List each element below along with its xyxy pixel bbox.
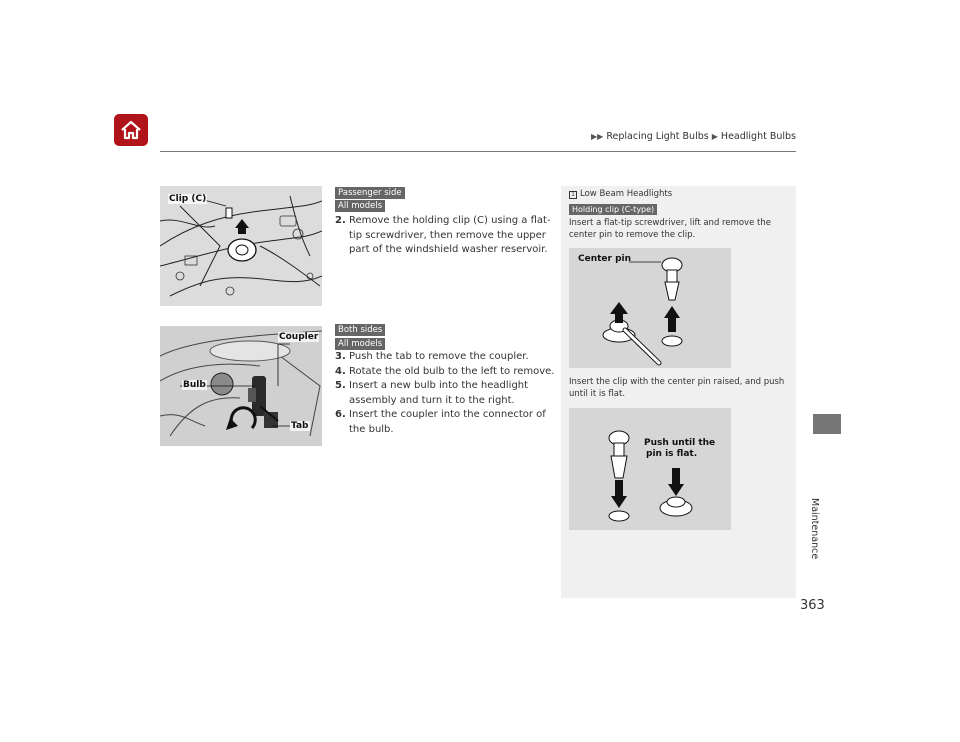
breadcrumb [591, 131, 796, 142]
page-number: 363 [800, 598, 825, 613]
chapter-tab-marker[interactable] [813, 414, 841, 434]
clip-c-label: Clip (C) [169, 194, 207, 204]
chapter-tab-label: Maintenance [809, 498, 820, 560]
breadcrumb-section[interactable]: Replacing Light Bulbs [606, 131, 709, 142]
breadcrumb-arrow-icon: ▶▶ [591, 132, 604, 141]
passenger-side-tag: Passenger side [335, 187, 405, 199]
push-pin-illustration [569, 408, 731, 530]
all-models-tag: All models [335, 200, 385, 212]
both-sides-tag: Both sides [335, 324, 385, 336]
bulb-label: Bulb [183, 380, 206, 390]
home-button[interactable] [114, 114, 148, 146]
step-item: 6. Insert the coupler into the connector of the bulb. [335, 409, 546, 435]
bulb-coupler-illustration [160, 326, 322, 446]
step-item: 5. Insert a new bulb into the headlight assembly and turn it to the right. [335, 380, 529, 406]
breadcrumb-arrow-icon: ▶ [711, 132, 718, 141]
sidebar-text-remove: Insert a flat-tip screwdriver, lift and remove the center pin to remove the clip. [569, 218, 771, 240]
center-pin-label: Center pin [578, 254, 632, 264]
step-item: 3. Push the tab to remove the coupler. [335, 351, 529, 362]
clip-removal-drawing [569, 248, 731, 368]
steps-block-1 [335, 214, 555, 258]
home-icon [119, 119, 143, 141]
step-item: 4. Rotate the old bulb to the left to remove. [335, 365, 555, 377]
breadcrumb-subsection: Headlight Bulbs [720, 131, 796, 142]
header-divider [160, 151, 796, 152]
engine-bay-drawing [160, 186, 322, 306]
sidebar-text-install: Insert the clip with the center pin raised, and push until it is flat. [569, 377, 785, 399]
all-models-tag: All models [335, 338, 385, 350]
clip-install-drawing [569, 408, 731, 530]
note-reference-icon: 1 [569, 191, 577, 199]
sidebar-title[interactable]: 1 Low Beam Headlights [569, 189, 672, 199]
center-pin-removal-illustration [569, 248, 731, 368]
coupler-label: Coupler [279, 332, 319, 342]
holding-clip-tag: Holding clip (C-type) [569, 204, 657, 215]
steps-block-2 [335, 350, 555, 437]
push-until-flat-label: Push until the pin is flat. [644, 438, 716, 459]
clip-location-illustration [160, 186, 322, 306]
notes-sidebar [561, 186, 796, 598]
step-item: 2. Remove the holding clip (C) using a flat-tip screwdriver, then remove the upper part of the windshield washer reservoir. [335, 215, 551, 255]
tab-label: Tab [291, 421, 309, 431]
